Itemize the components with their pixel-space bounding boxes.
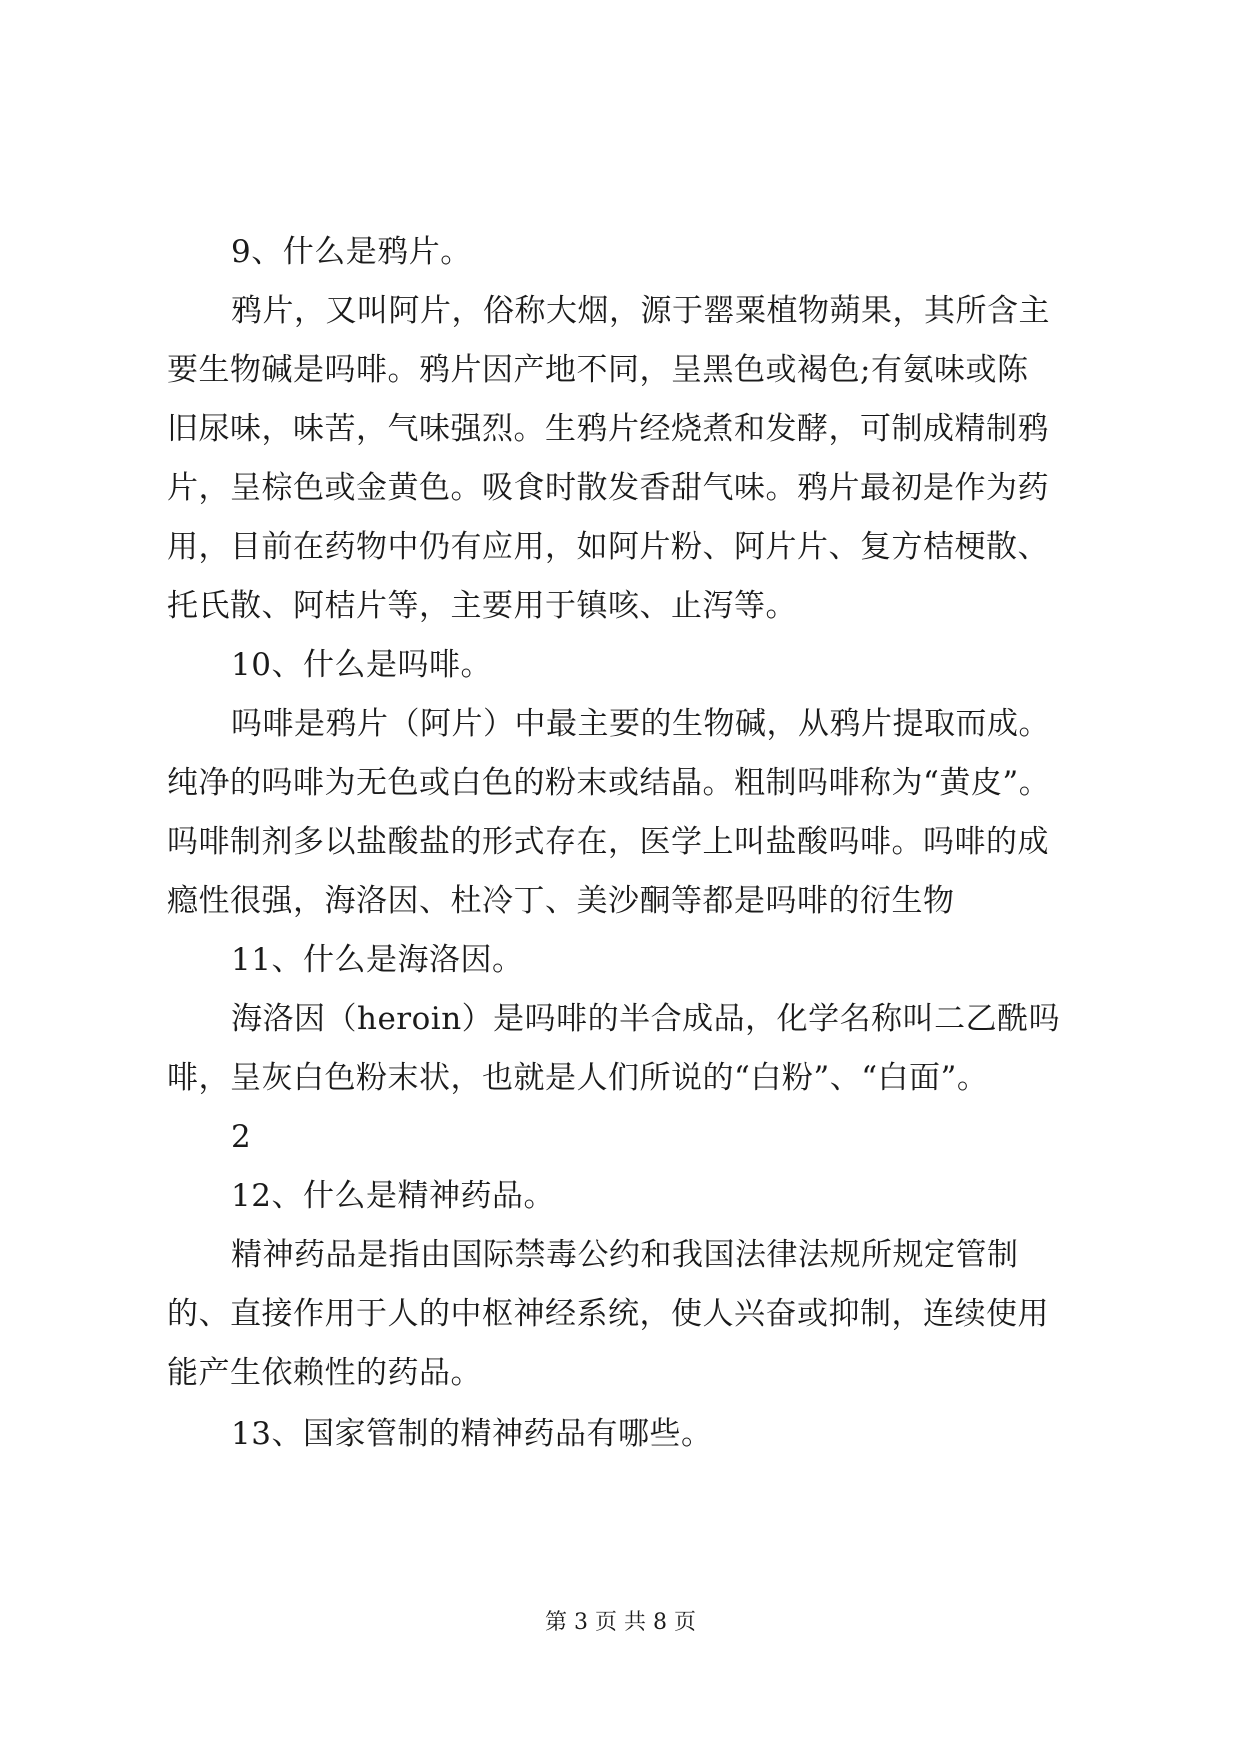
paragraph-line: 托氏散、阿桔片等，主要用于镇咳、止泻等。 <box>167 588 797 624</box>
paragraph-line: 片，呈棕色或金黄色。吸食时散发香甜气味。鸦片最初是作为药 <box>167 470 1049 506</box>
inline-number: 2 <box>231 1119 252 1155</box>
page-footer: 第 3 页 共 8 页 <box>545 1610 696 1635</box>
paragraph-line: 能产生依赖性的药品。 <box>167 1355 482 1391</box>
heading-11: 11、什么是海洛因。 <box>231 942 524 978</box>
paragraph-line: 瘾性很强，海洛因、杜冷丁、美沙酮等都是吗啡的衍生物 <box>167 883 955 919</box>
paragraph-line: 吗啡是鸦片（阿片）中最主要的生物碱，从鸦片提取而成。 <box>231 706 1050 742</box>
paragraph-line: 啡，呈灰白色粉末状，也就是人们所说的“白粉”、“白面”。 <box>167 1060 989 1096</box>
paragraph-line: 鸦片，又叫阿片，俗称大烟，源于罂粟植物蒴果，其所含主 <box>231 293 1050 329</box>
paragraph-line: 旧尿味，味苦，气味强烈。生鸦片经烧煮和发酵，可制成精制鸦 <box>167 411 1049 447</box>
heading-13: 13、国家管制的精神药品有哪些。 <box>231 1416 713 1452</box>
paragraph-line: 海洛因（heroin）是吗啡的半合成品，化学名称叫二乙酰吗 <box>231 1001 1061 1037</box>
heading-9: 9、什么是鸦片。 <box>231 234 472 270</box>
paragraph-line: 吗啡制剂多以盐酸盐的形式存在，医学上叫盐酸吗啡。吗啡的成 <box>167 824 1049 860</box>
paragraph-line: 精神药品是指由国际禁毒公约和我国法律法规所规定管制 <box>231 1237 1019 1273</box>
heading-10: 10、什么是吗啡。 <box>231 647 492 683</box>
heading-12: 12、什么是精神药品。 <box>231 1178 555 1214</box>
paragraph-line: 用，目前在药物中仍有应用，如阿片粉、阿片片、复方桔梗散、 <box>167 529 1049 565</box>
paragraph-line: 要生物碱是吗啡。鸦片因产地不同，呈黑色或褐色;有氨味或陈 <box>167 352 1029 388</box>
paragraph-line: 的、直接作用于人的中枢神经系统，使人兴奋或抑制，连续使用 <box>167 1296 1049 1332</box>
paragraph-line: 纯净的吗啡为无色或白色的粉末或结晶。粗制吗啡称为“黄皮”。 <box>167 765 1051 801</box>
